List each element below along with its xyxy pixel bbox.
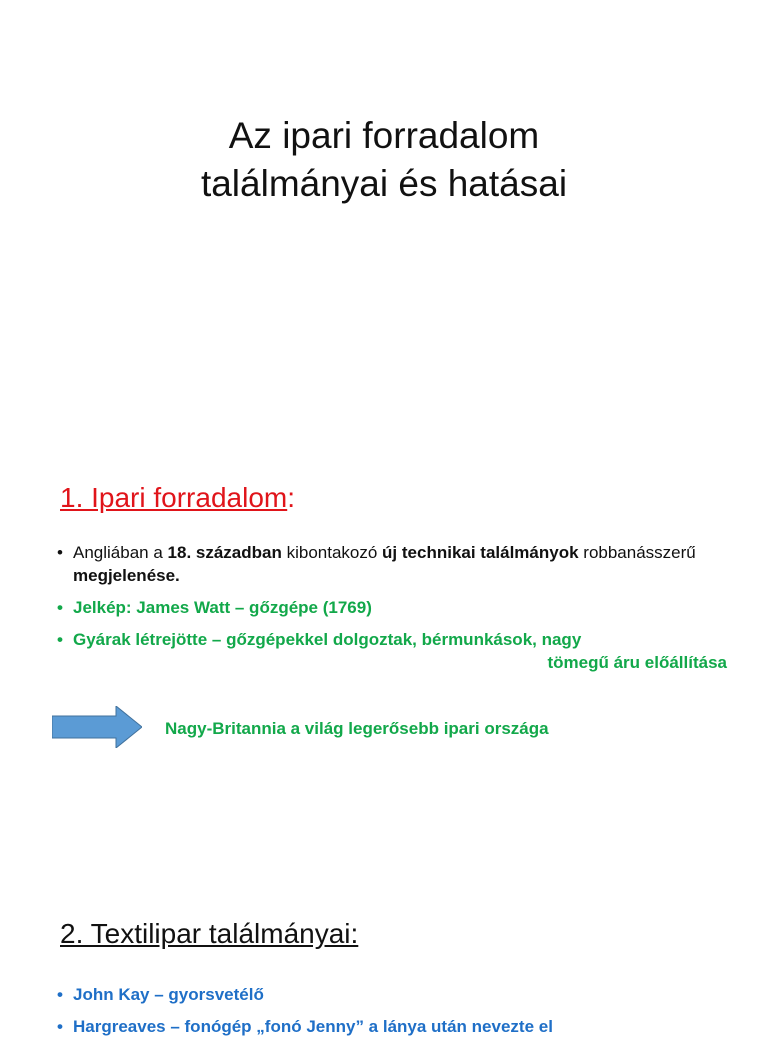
slide-title-line-1: Az ipari forradalom xyxy=(228,115,540,156)
slide-title xyxy=(0,112,768,208)
bullet-1-part-4: új technikai találmányok xyxy=(382,543,579,562)
bullet-2-text: Jelkép: James Watt – gőzgépe (1769) xyxy=(73,598,372,617)
bullet-1-part-3: kibontakozó xyxy=(281,543,383,562)
section-2-heading: 2. Textilipar találmányai: xyxy=(60,918,359,949)
bullet-item-2 xyxy=(57,596,747,619)
section-1-bullet-list xyxy=(57,541,747,683)
bullet-3-text-b: tömegű áru előállítása xyxy=(547,653,727,672)
bullet-1-part-2: 18. században xyxy=(167,543,282,562)
bullet-item-4 xyxy=(57,983,747,1006)
bullet-5-text: Hargreaves – fonógép „fonó Jenny” a lánya után nevezte el xyxy=(73,1017,553,1036)
bullet-1-part-6: megjelenése. xyxy=(73,566,180,585)
right-arrow-icon xyxy=(52,706,142,748)
bullet-4-text: John Kay – gyorsvetélő xyxy=(73,985,264,1004)
section-2-bullet-list xyxy=(57,983,747,1047)
bullet-3-text-a: Gyárak létrejötte – gőzgépekkel dolgoztak, bérmunkások, nagy xyxy=(73,630,582,649)
bullet-dot: • xyxy=(57,543,63,562)
bullet-dot: • xyxy=(57,1017,63,1036)
bullet-dot: • xyxy=(57,985,63,1004)
bullet-dot: • xyxy=(57,630,63,649)
bullet-1-part-1: Angliában a xyxy=(73,543,168,562)
arrow-note: Nagy-Britannia a világ legerősebb ipari országa xyxy=(165,719,549,738)
section-1-heading xyxy=(60,478,295,518)
slide-title-line-2: találmányai és hatásai xyxy=(200,163,568,204)
bullet-1-part-5: robbanásszerű xyxy=(578,543,696,562)
bullet-dot: • xyxy=(57,598,63,617)
bullet-item-3 xyxy=(57,628,747,674)
section-1-heading-colon: : xyxy=(287,482,295,513)
section-1-heading-text: 1. Ipari forradalom xyxy=(60,482,288,513)
bullet-item-5 xyxy=(57,1015,747,1038)
bullet-item-1 xyxy=(57,541,747,587)
